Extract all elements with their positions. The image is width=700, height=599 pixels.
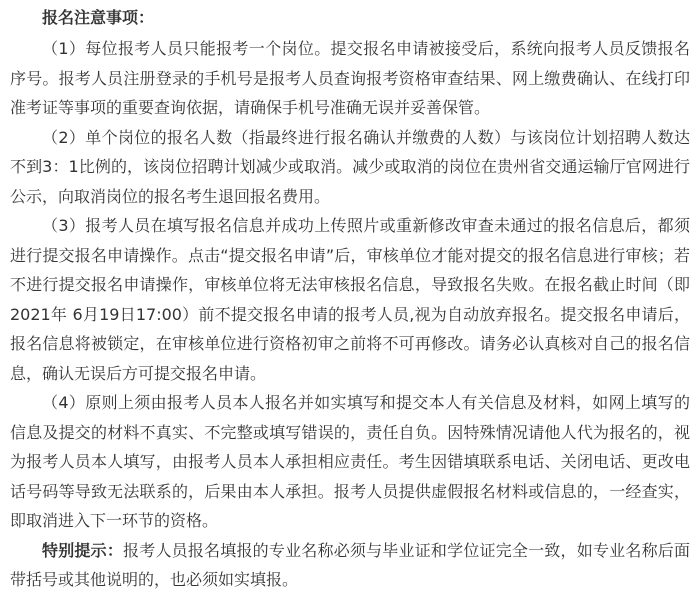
- special-note-text: 报考人员报名填报的专业名称必须与毕业证和学位证完全一致，如专业名称后面带括号或其他说明的，也必须如实填报。: [10, 540, 690, 589]
- paragraph-item-3: （3）报考人员在填写报名信息并成功上传照片或重新修改审查未通过的报名信息后，都须进行提交报名申请操作。点击“提交报名申请”后，审核单位才能对提交的报名信息进行审核；若不进行提交报名申请操作，审核单位将无法审核报名信息，导致报名失败。在报名截止时间（即2021年 6月19日17:00）前不提交报名申请的报考人员,视为自动放弃报名。提交报名申请后，报名信息将被锁定，在审核单位进行资格初审之前将不可再修改。请务必认真核对自己的报名信息，确认无误后方可提交报名申请。: [10, 216, 690, 383]
- paragraph-item-1: （1）每位报考人员只能报考一个岗位。提交报名申请被接受后，系统向报考人员反馈报名序号。报考人员注册登录的手机号是报考人员查询报考资格审查结果、网上缴费确认、在线打印准考证等事项的重要查询依据，请确保手机号准确无误并妥善保管。: [10, 39, 690, 117]
- notice-heading: 报名注意事项：: [42, 8, 155, 27]
- paragraph-item-4: （4）原则上须由报考人员本人报名并如实填写和提交本人有关信息及材料，如网上填写的信息及提交的材料不真实、不完整或填写错误的，责任自负。因特殊情况请他人代为报名的，视为报考人员本人填写，由报考人员本人承担相应责任。考生因错填联系电话、关闭电话、更改电话号码等导致无法联系的，后果由本人承担。报考人员提供虚假报名材料或信息的，一经查实，即取消进入下一环节的资格。: [10, 393, 690, 530]
- special-note-paragraph: [10, 536, 690, 595]
- paragraph-item-2: （2）单个岗位的报名人数（指最终进行报名确认并缴费的人数）与该岗位计划招聘人数达不到3：1比例的，该岗位招聘计划减少或取消。减少或取消的岗位在贵州省交通运输厅官网进行公示，向取消岗位的报名考生退回报名费用。: [10, 127, 690, 206]
- special-note-label: 特别提示：: [42, 540, 124, 560]
